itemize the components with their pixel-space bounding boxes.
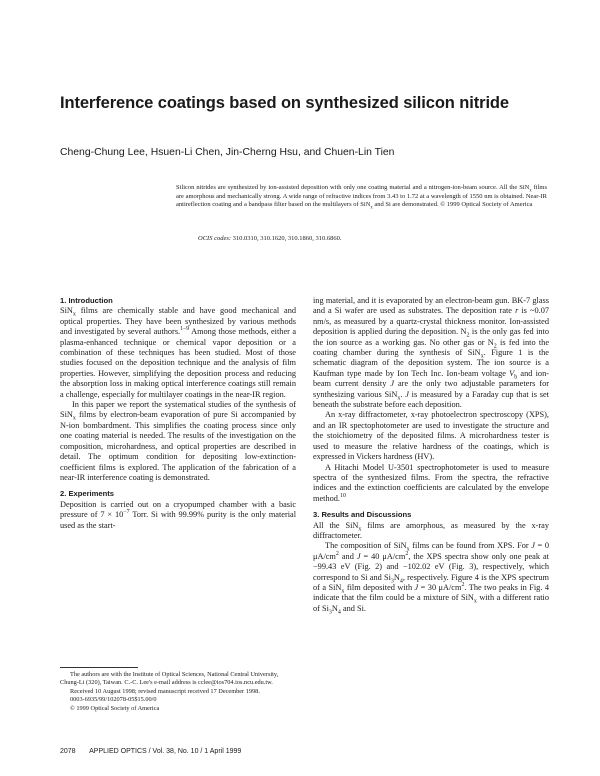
section-heading-introduction: 1. Introduction [60, 296, 113, 305]
footnote-copyright: © 1999 Optical Society of America [70, 704, 160, 712]
intro-paragraph-1: SiN$_x$ films are chemically stable and have good mechanical and optical properties. They have been synthesized by various methods and investigated by several authors.$^{1-9}$ Among those methods, either a plasma-enhanced technique or chemical vapor deposition or a combination of these techniques has been studied. Most of those studies focused on the deposition technique and the analysis of film properties. However, simplifying the deposition process and reducing the absorption loss in making optical interference coatings still remain a challenge, especially for multilayer coatings in the near-IR region. [60, 306, 297, 399]
section-heading-results: 3. Results and Discussions [313, 510, 412, 520]
left-column [60, 296, 296, 531]
intro-paragraph-2: In this paper we report the systematical studies of the synthesis of SiN$_x$ films by electron-beam evaporation of pure Si accompanied by N-ion bombardment. This simplifies the coating process since only one coating material is needed. The results of the investigation on the composition, microhardness, and optical properties are described in detail. The optimum condition for depositing low-extinction-coefficient films is explored. The application of the fabrication of a near-IR interference coating is demonstrated. [60, 400, 296, 482]
footnote-received: Received 10 August 1998; revised manuscript received 17 December 1998. [70, 687, 260, 695]
ocis-codes [198, 235, 548, 242]
experiments-paragraph-1: Deposition is carried out on a cryopumped chamber with a basic pressure of $7 \times 10^{-7}$ Torr. Si with 99.99% purity is the only material used as the start- [60, 499, 297, 530]
ocis-values: 310.0310, 310.1620, 310.1860, 310.6860. [232, 235, 342, 242]
page-footer [60, 748, 550, 755]
right-column [313, 296, 549, 614]
footnote-affiliation: The authors are with the Institute of Optical Sciences, National Central University, Chung-Li (320), Taiwan. C.-C. Lee's e-mail address is cclee@ios704.ios.ncu.edu.tw. [60, 671, 279, 687]
results-paragraph-1: All the SiN$_x$ films are amorphous, as measured by the x-ray diffractometer. [313, 520, 549, 540]
section-heading-experiments: 2. Experiments [60, 489, 115, 499]
experiments-paragraph-3: A Hitachi Model U-3501 spectrophotometer is used to measure spectra of the synthesized films. From the spectra, the refractive indices and the extinction coefficients are calculated by the envelope method.$^{10}$ [313, 462, 549, 503]
paper-title: Interference coatings based on synthesized silicon nitride [60, 94, 509, 112]
abstract: Silicon nitrides are synthesized by ion-assisted deposition with only one coating material and a nitrogen-ion-beam source. All the SiN$_x$ films are amorphous and mechanically strong. A wide range of refractive indices from 3.43 to 1.72 at a wavelength of 1550 nm is obtained. Near-IR antireflection coating and a bandpass filter based on the multilayers of SiN$_x$ and Si are demonstrated. © 1999 Optical Society of America [176, 184, 547, 211]
results-paragraph-2: The composition of SiN$_x$ films can be found from XPS. For J = 0 $\mu A/cm^2$ and J = 40 $\mu A/cm^2$, the XPS spectra show only one peak at −99.43 eV (Fig. 2) and −102.02 eV (Fig. 3), respectively, which correspond to Si and $Si_3N_4$, respectively. Figure 4 is the XPS spectrum of a SiN$_x$ film deposited with J = 30 $\mu A/cm^2$. The two peaks in Fig. 4 indicate that the film could be a mixture of SiN$_x$ with a different ratio of $Si_3N_4$ and Si. [313, 541, 550, 616]
footnote-code: 0003-6935/99/102078-05$15.00/0 [70, 696, 157, 704]
ocis-label: OCIS codes: [198, 235, 232, 242]
footnote [60, 671, 296, 713]
page-number: 2078 [60, 748, 76, 755]
experiments-paragraph-2: An x-ray diffractometer, x-ray photoelectron spectroscopy (XPS), and an IR spectophotometer are used to investigate the structure and the stoichiometry of the deposited films. A microhardness tester is used to measure the relative hardness of the coatings, which is expressed in Vickers hardness (HV). [313, 410, 549, 462]
author-list: Cheng-Chung Lee, Hsuen-Li Chen, Jin-Cherng Hsu, and Chuen-Lin Tien [60, 147, 395, 158]
footnote-rule [60, 667, 138, 668]
experiments-paragraph-1-continued: ing material, and it is evaporated by an electron-beam gun. BK-7 glass and a Si wafer are used as substrates. The deposition rate r is ~0.07 nm/s, as measured by a quartz-crystal thickness monitor. Ion-assisted deposition is applied during the deposition. $N_2$ is the only gas fed into the ion source as a working gas. No other gas or $N_2$ is fed into the coating chamber during the synthesis of SiN$_x$. Figure 1 is the schematic diagram of the deposition system. The ion source is a Kaufman type made by Ion Tech Inc. Ion-beam voltage $V_b$ and ion-beam current density J are the only two adjustable parameters for synthesizing various SiN$_x$. J is measured by a Faraday cup that is set beneath the substrate before each deposition. [313, 296, 549, 410]
journal-citation: APPLIED OPTICS / Vol. 38, No. 10 / 1 April 1999 [89, 748, 242, 755]
